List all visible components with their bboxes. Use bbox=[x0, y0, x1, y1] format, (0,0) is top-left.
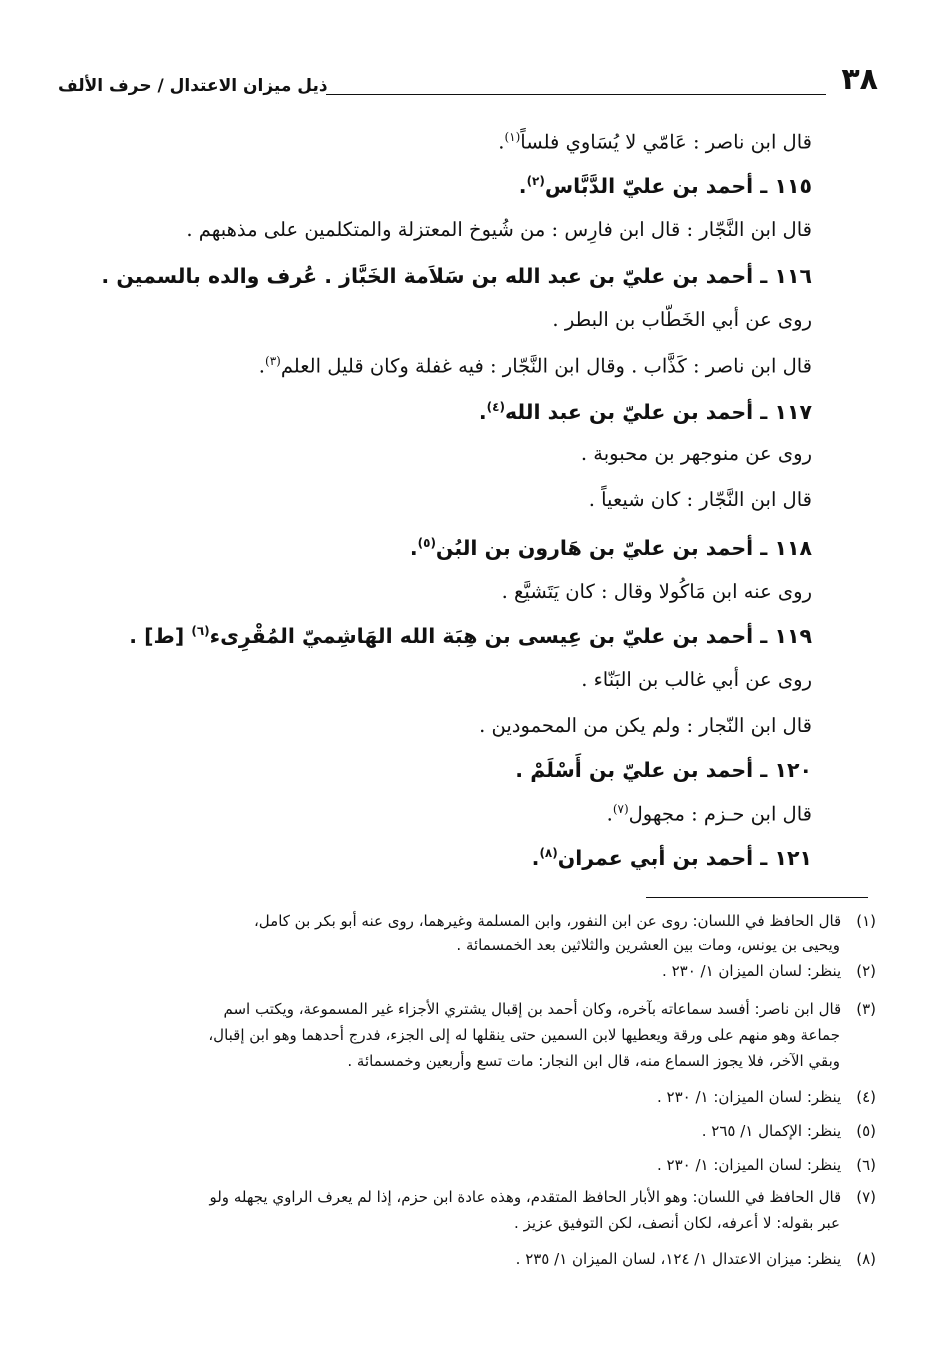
line-text: قال ابن ناصر : عَامّي لا يُسَاوي فلساً bbox=[520, 130, 812, 154]
entry-heading bbox=[101, 264, 812, 288]
footnote-3-cont bbox=[347, 1052, 840, 1070]
footnote-text: قال ابن ناصر: أفسد سماعاته بآخره، وكان أحمد بن إقبال يشتري الأجزاء غير المسموعة، ويكتب اسم bbox=[223, 1000, 842, 1018]
footnote-number: (٥) bbox=[856, 1122, 876, 1140]
footnote-ref: (٥) bbox=[417, 536, 436, 551]
footnote-ref: (٢) bbox=[526, 174, 545, 189]
footnote-text: وبقي الآخر، فلا يجوز السماع منه، قال ابن النجار: مات تسع وأربعين وخمسمائة . bbox=[347, 1052, 840, 1070]
line-end: . bbox=[409, 536, 418, 560]
page-header bbox=[58, 62, 878, 102]
footnote-ref: (٨) bbox=[539, 846, 558, 861]
footnote-8 bbox=[516, 1250, 876, 1268]
header-rule bbox=[326, 94, 826, 95]
line-text: قال ابن حـزم : مجهول bbox=[628, 802, 812, 826]
line-text: روى عن منوجهر بن محبوبة . bbox=[580, 442, 812, 465]
entry-heading bbox=[532, 846, 812, 870]
entry-text: ١١٧ ـ أحمد بن عليّ بن عبد الله bbox=[504, 400, 812, 424]
line-end: . bbox=[531, 846, 540, 870]
line-end: [ط] . bbox=[129, 624, 192, 648]
footnote-text: قال الحافظ في اللسان: وهو الأبار الحافظ المتقدم، وهذه عادة ابن حزم، إذا لم يعرف الراوي يجهله ولو bbox=[209, 1188, 842, 1206]
footnote-text: قال الحافظ في اللسان: روى عن ابن النفور، وابن المسلمة وغيرهما، روى عنه أبو بكر بن كامل، bbox=[253, 912, 842, 930]
entry-heading bbox=[515, 758, 812, 782]
line-text: قال ابن ناصر : كَذَّاب . وقال ابن النَّجّار : فيه غفلة وكان قليل العلم bbox=[280, 354, 812, 378]
text-line bbox=[502, 580, 812, 603]
text-line bbox=[589, 488, 812, 511]
text-line bbox=[498, 130, 812, 154]
line-end: . bbox=[518, 174, 527, 198]
text-line bbox=[552, 308, 812, 331]
footnote-6 bbox=[657, 1156, 876, 1174]
footnote-ref: (٣) bbox=[265, 354, 281, 368]
entry-text: ١١٨ ـ أحمد بن عليّ بن هَارون بن البُن bbox=[435, 536, 812, 560]
entry-text: ١٢١ ـ أحمد بن أبي عمران bbox=[557, 846, 812, 870]
line-text: روى عنه ابن مَاكُولا وقال : كان يَتَشيَّع . bbox=[501, 580, 812, 603]
footnote-number: (٤) bbox=[856, 1088, 876, 1106]
entry-text: ١١٥ ـ أحمد بن عليّ الدَّبَّاس bbox=[544, 174, 812, 198]
footnote-ref: (٦) bbox=[191, 624, 210, 639]
footnote-ref: (٤) bbox=[486, 400, 505, 415]
line-text: روى عن أبي الخَطّاب بن البطر . bbox=[552, 308, 812, 331]
text-line bbox=[581, 442, 812, 465]
line-text: قال ابن النَّجّار : كان شيعياً . bbox=[588, 488, 812, 511]
text-line bbox=[479, 714, 812, 737]
footnote-number: (٢) bbox=[856, 962, 876, 980]
footnote-3-cont bbox=[208, 1026, 840, 1044]
footnote-number: (٧) bbox=[856, 1188, 876, 1206]
footnote-number: (١) bbox=[856, 912, 876, 930]
footnote-text: ينظر: لسان الميزان ١/ ٢٣٠ . bbox=[662, 962, 842, 980]
footnote-2 bbox=[662, 962, 876, 980]
footnote-text: ينظر: ميزان الاعتدال ١/ ١٢٤، لسان الميزان ١/ ٢٣٥ . bbox=[515, 1250, 842, 1268]
entry-text: ١١٦ ـ أحمد بن عليّ بن عبد الله بن سَلاَمة الخَبَّاز . عُرف والده بالسمين . bbox=[101, 264, 812, 288]
footnote-number: (٨) bbox=[856, 1250, 876, 1268]
entry-text: ١٢٠ ـ أحمد بن عليّ بن أَسْلَمْ . bbox=[515, 758, 812, 782]
footnote-text: ينظر: لسان الميزان: ١/ ٢٣٠ . bbox=[656, 1088, 842, 1106]
footnote-5 bbox=[702, 1122, 876, 1140]
line-end: . bbox=[478, 400, 487, 424]
footnote-separator bbox=[646, 897, 868, 898]
line-end: . bbox=[258, 354, 265, 378]
entry-heading bbox=[519, 174, 812, 198]
line-text: روى عن أبي غالب بن البَنّاء . bbox=[581, 668, 812, 691]
entry-heading bbox=[129, 624, 812, 648]
footnote-text: جماعة وهو منهم على ورقة ويعطيها لابن السمين حتى ينقلها له إلى الجزء، فدرج أحدهما وهو ابن إقبال، bbox=[208, 1026, 840, 1044]
line-text: قال ابن النّجار : ولم يكن من المحمودين . bbox=[479, 714, 812, 737]
footnote-text: ينظر: الإكمال ١/ ٢٦٥ . bbox=[701, 1122, 842, 1140]
line-end: . bbox=[606, 802, 613, 826]
text-line bbox=[259, 354, 812, 378]
footnote-text: ويحيى بن يونس، ومات بين العشرين والثلاثين بعد الخمسمائة . bbox=[456, 936, 840, 954]
footnote-number: (٦) bbox=[856, 1156, 876, 1174]
footnote-4 bbox=[657, 1088, 876, 1106]
footnote-7-cont bbox=[514, 1214, 840, 1232]
footnote-text: عبر بقوله: لا أعرفه، لكان أنصف، لكن التوفيق عزيز . bbox=[514, 1214, 840, 1232]
text-line bbox=[607, 802, 812, 826]
footnote-ref: (١) bbox=[504, 130, 521, 144]
footnote-text: ينظر: لسان الميزان: ١/ ٢٣٠ . bbox=[656, 1156, 842, 1174]
entry-heading bbox=[410, 536, 812, 560]
page-number: ٣٨ bbox=[841, 62, 878, 97]
footnote-1 bbox=[254, 912, 876, 930]
entry-text: ١١٩ ـ أحمد بن عليّ بن عِيسى بن هِبَة الله الهَاشِميّ المُقْرِىء bbox=[209, 624, 812, 648]
footnote-ref: (٧) bbox=[612, 802, 629, 816]
entry-heading bbox=[479, 400, 812, 424]
text-line bbox=[581, 668, 812, 691]
footnote-1-cont bbox=[456, 936, 840, 954]
text-line bbox=[186, 218, 812, 241]
line-text: قال ابن النَّجّار : قال ابن فارِس : من شُيوخ المعتزلة والمتكلمين على مذهبهم . bbox=[186, 218, 812, 241]
running-title: ذيل ميزان الاعتدال / حرف الألف bbox=[58, 76, 328, 96]
line-end: . bbox=[498, 130, 505, 154]
footnote-number: (٣) bbox=[856, 1000, 876, 1018]
footnote-3 bbox=[224, 1000, 877, 1018]
footnote-7 bbox=[209, 1188, 876, 1206]
